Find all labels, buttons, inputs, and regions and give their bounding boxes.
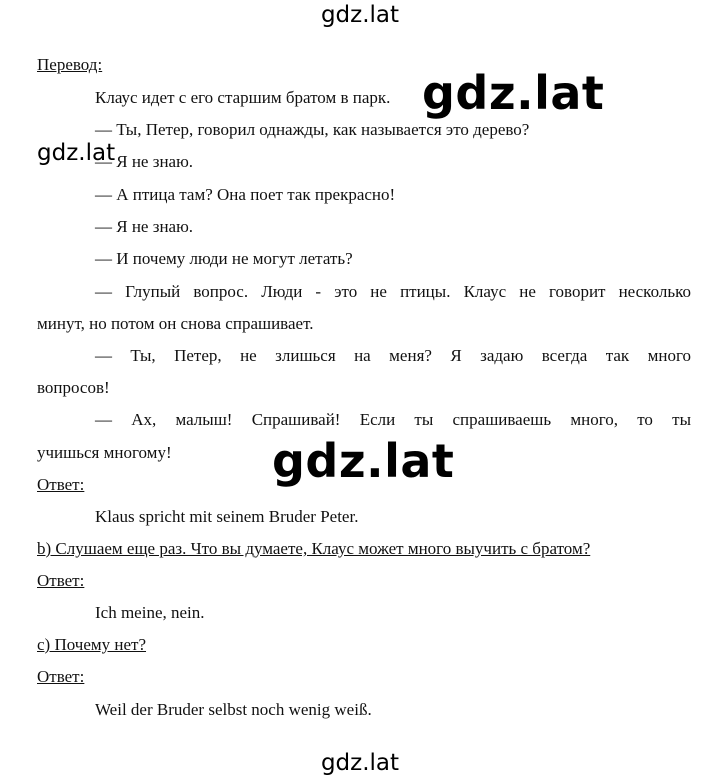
watermark-large: gdz.lat bbox=[422, 66, 605, 120]
question-b: b) Слушаем еще раз. Что вы думаете, Клаус может много выучить с братом? bbox=[37, 539, 591, 558]
answer-a: Klaus spricht mit seinem Bruder Peter. bbox=[95, 507, 359, 526]
answer-b: Ich meine, nein. bbox=[95, 603, 205, 622]
answer-label: Ответ: bbox=[37, 571, 85, 590]
dialogue-line: Клаус идет с его старшим братом в парк. bbox=[95, 88, 391, 107]
dialogue-line: — Ты, Петер, говорил однажды, как называется это дерево? bbox=[95, 120, 530, 139]
answer-label: Ответ: bbox=[37, 667, 85, 686]
dialogue-line-continued: вопросов! bbox=[37, 378, 110, 397]
dialogue-line: — Глупый вопрос. Люди - это не птицы. Клаус не говорит несколько bbox=[95, 282, 691, 301]
dialogue-line: — Я не знаю. bbox=[95, 152, 194, 171]
watermark-top: gdz.lat bbox=[320, 2, 400, 28]
dialogue-line: — Я не знаю. bbox=[95, 217, 194, 236]
dialogue-line-continued: учишься многому! bbox=[37, 443, 172, 462]
watermark-small: gdz.lat bbox=[37, 140, 116, 166]
watermark-bottom: gdz.lat bbox=[320, 750, 400, 776]
translation-heading: Перевод: bbox=[37, 55, 103, 74]
answer-label: Ответ: bbox=[37, 475, 85, 494]
dialogue-line: — А птица там? Она поет так прекрасно! bbox=[95, 185, 396, 204]
dialogue-line-continued: минут, но потом он снова спрашивает. bbox=[37, 314, 314, 333]
dialogue-line: — Ты, Петер, не злишься на меня? Я задаю всегда так много bbox=[95, 346, 691, 365]
dialogue-line: — Ах, малыш! Спрашивай! Если ты спрашиваешь много, то ты bbox=[95, 410, 691, 429]
answer-c: Weil der Bruder selbst noch wenig weiß. bbox=[95, 700, 372, 719]
question-c: c) Почему нет? bbox=[37, 635, 147, 654]
dialogue-line: — И почему люди не могут летать? bbox=[95, 249, 353, 268]
watermark-large-center: gdz.lat bbox=[272, 434, 455, 488]
